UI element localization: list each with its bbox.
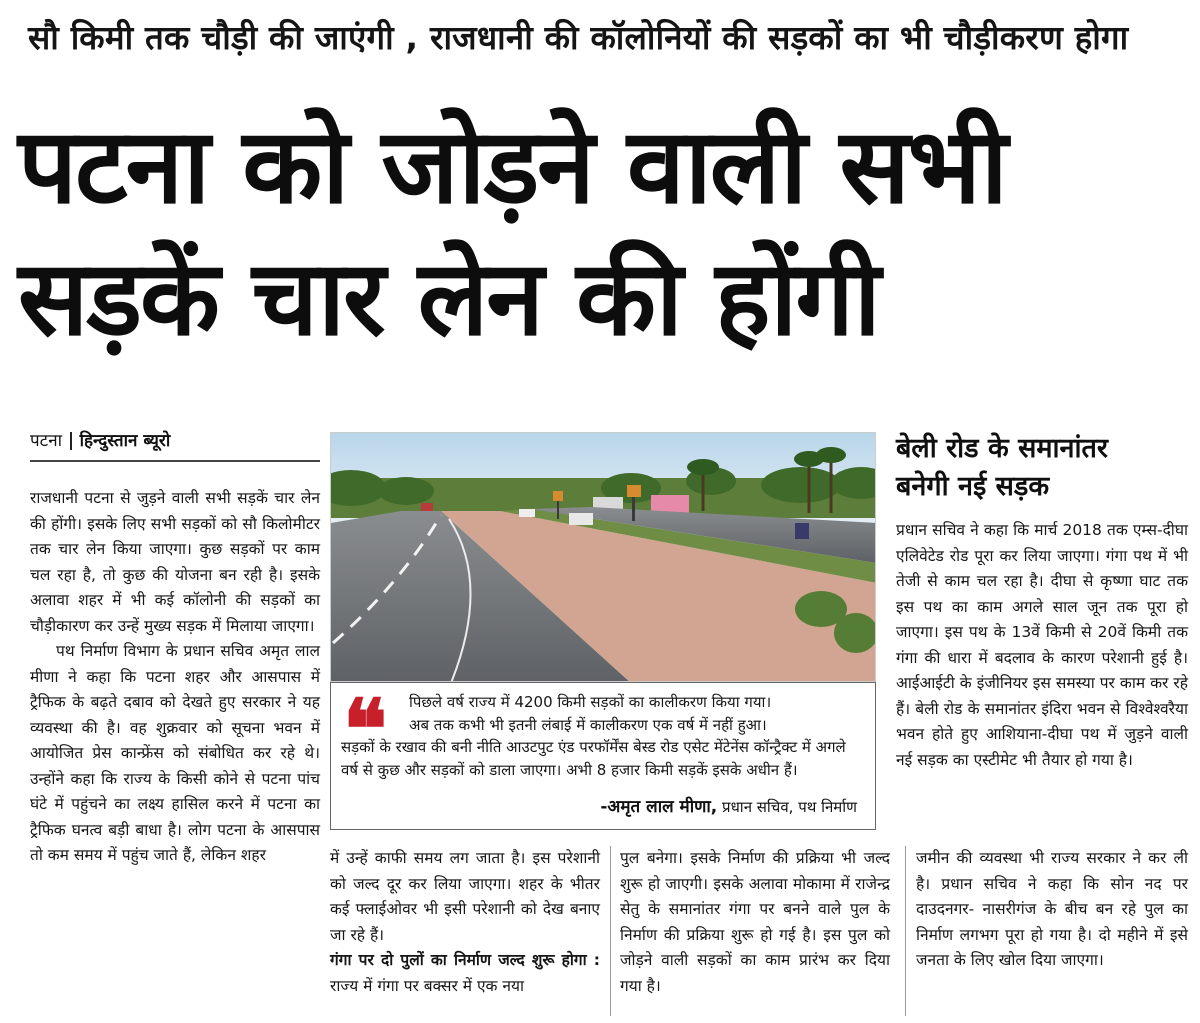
quote-line-1: पिछले वर्ष राज्य में 4200 किमी सड़कों का कालीकरण किया गया। <box>409 693 772 711</box>
byline-bureau: हिन्दुस्तान ब्यूरो <box>79 431 171 451</box>
pull-quote-text <box>341 682 861 781</box>
quote-author-name: -अमृत लाल मीणा, <box>600 797 718 817</box>
headline-line-1: पटना को जोड़ने वाली सभी <box>18 105 1006 227</box>
quote-attribution <box>600 794 857 817</box>
main-headline <box>18 100 1198 364</box>
pull-quote-box <box>330 682 876 830</box>
byline-place: पटना <box>30 431 63 451</box>
column-2-after-subhead: राज्य में गंगा पर बक्सर में एक नया <box>330 976 524 995</box>
article-column-4: जमीन की व्यवस्था भी राज्य सरकार ने कर ली है। प्रधान सचिव ने कहा कि सोन नद पर दाउदनगर- नासरीगंज के बीच बन रहे पुल का निर्माण लगभग पूरा हो गया है। दो महीने में इसे जनता के लिए खोल दिया जाएगा। <box>916 849 1188 969</box>
column-divider <box>610 846 611 1016</box>
column-divider <box>905 846 906 1016</box>
subhead-ganga-bridges: गंगा पर दो पुलों का निर्माण जल्द शुरू होगा : <box>330 951 600 969</box>
kicker-headline: सौ किमी तक चौड़ी की जाएंगी , राजधानी की कॉलोनियों की सड़कों का भी चौड़ीकरण होगा <box>28 18 1129 57</box>
sidebar-headline <box>896 430 1186 506</box>
paragraph-intro: राजधानी पटना से जुड़ने वाली सभी सड़कें चार लेन की होंगी। इसके लिए सभी सड़कों को सौ किलोमीटर तक चार लेन किया जाएगा। कुछ सड़कों पर काम चल रहा है, तो कुछ की योजना बन रही है। इसके अलावा शहर में भी कई कॉलोनी की सड़कों का चौड़ीकारण कर उन्हें मुख्य सड़क में मिलाया जाएगा। <box>30 489 320 635</box>
byline-divider <box>70 432 72 450</box>
headline-line-2: सड़कें चार लेन की होंगी <box>18 237 879 359</box>
quote-line-2: अब तक कभी भी इतनी लंबाई में कालीकरण एक वर्ष में नहीं हुआ। <box>409 715 767 734</box>
sidebar-headline-line-1: बेली रोड के समानांतर <box>896 433 1108 464</box>
quote-rest: सड़कों के रखाव की बनी नीति आउटपुट एंड परफॉर्मेंस बेस्ड रोड एसेट मेंटेनेंस कॉन्ट्रैक्ट में अगले वर्ष से कुछ और सड़कों को डाला जाएगा। अभी 8 हजार किमी सड़कें इसके अधीन हैं। <box>341 738 846 779</box>
quote-mark-icon: ❝ <box>343 682 388 778</box>
road-photo-image <box>331 433 876 682</box>
byline <box>30 428 170 451</box>
sidebar-headline-line-2: बनेगी नई सड़क <box>896 471 1050 502</box>
article-column-1 <box>30 486 320 869</box>
road-photo <box>330 432 876 682</box>
article-column-2 <box>330 846 600 999</box>
paragraph-secretary: पथ निर्माण विभाग के प्रधान सचिव अमृत लाल मीणा ने कहा कि पटना शहर और आसपास में ट्रैफिक के बढ़ते दबाव को देखते हुए सरकार ने यह व्यवस्था की है। वह शुक्रवार को सूचना भवन में आयोजित प्रेस कान्फ्रेंस को संबोधित कर रहे थे। उन्होंने कहा कि राज्य के किसी कोने से पटना पांच घंटे में पहुंचने का लक्ष्य हासिल करने में पटना का ट्रैफिक घनत्व बड़ी बाधा है। लोग पटना के आसपास तो कम समय में पहुंच जाते हैं, लेकिन शहर <box>30 642 320 864</box>
quote-author-title: प्रधान सचिव, पथ निर्माण <box>722 798 857 816</box>
column-2-text: में उन्हें काफी समय लग जाता है। इस परेशानी को जल्द दूर कर लिया जाएगा। शहर के भीतर कई फ्लाईओवर भी इसी परेशानी को देख बनाए जा रहे हैं। <box>330 849 600 944</box>
article-column-3: पुल बनेगा। इसके निर्माण की प्रक्रिया भी जल्द शुरू हो जाएगी। इसके अलावा मोकामा में राजेन्द्र सेतु के समानांतर गंगा पर बनने वाले पुल के निर्माण की प्रक्रिया शुरू हो गई है। इस पुल को जोड़ने वाली सड़कों का काम प्रारंभ कर दिया गया है। <box>620 849 890 995</box>
byline-rule <box>30 460 320 462</box>
sidebar-body: प्रधान सचिव ने कहा कि मार्च 2018 तक एम्स-दीघा एलिवेटेड रोड पूरा कर लिया जाएगा। गंगा पथ में भी तेजी से काम चल रहा है। दीघा से कृष्णा घाट तक इस पथ का काम अगले साल जून तक पूरा हो जाएगा। इस पथ के 13वें किमी से 20वें किमी तक गंगा की धारा में बदलाव के कारण परेशानी हुई है। आईआईटी के इंजीनियर इस समस्या पर काम कर रहे हैं। बेली रोड के समानांतर इंदिरा भवन से विश्वेश्वरैया भवन होते हुए आशियाना-दीघा पथ में जुड़ने वाली नई सड़क का एस्टीमेट भी तैयार हो गया है। <box>896 521 1188 769</box>
